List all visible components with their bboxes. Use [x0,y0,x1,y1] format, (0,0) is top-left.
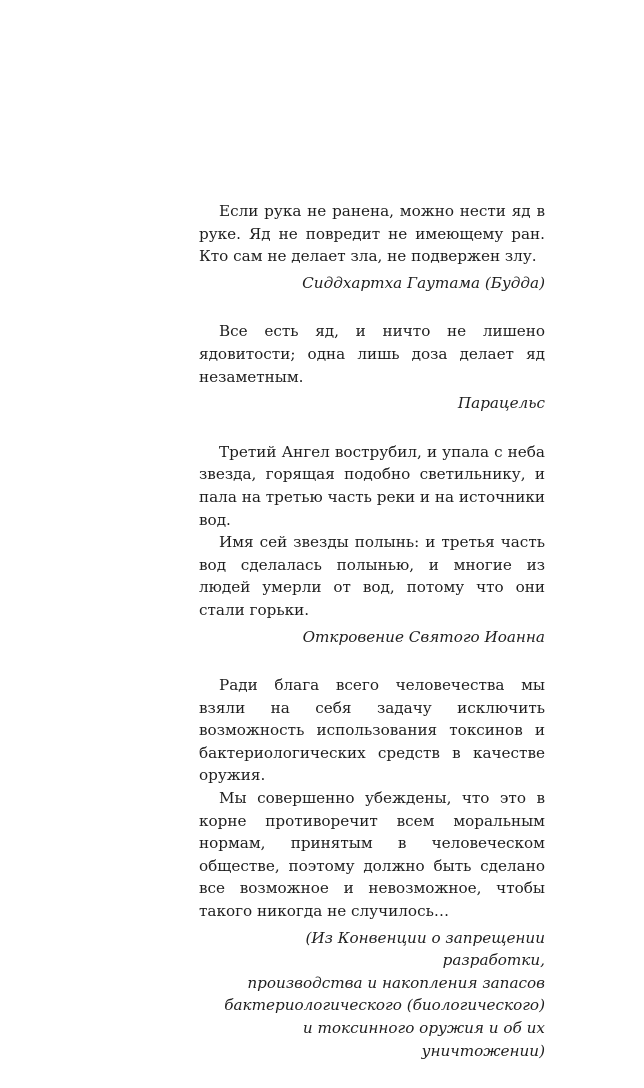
epigraph-attribution: Парацельс [457,394,545,413]
epigraph-revelation [199,441,545,648]
epigraph-text: Третий Ангел вострубил, и упала с неба звезда, горящая подобно светильнику, и пала на третью часть реки и на источники вод. [199,442,545,529]
epigraph-text: Если рука не ранена, можно нести яд в руке. Яд не повредит не имеющему ран. Кто сам не делает зла, не подвержен злу. [199,202,545,266]
attribution-line: (Из Конвенции о запрещении разработки, [305,928,545,970]
attribution-line: производства и накопления запасов [247,973,545,992]
epigraph-convention [199,674,545,1062]
epigraph-attribution: Откровение Святого Иоанна [302,627,545,646]
epigraph-text: Мы совершенно убеждены, что это в корне противоречит всем моральным нормам, принятым в человеческом обществе, поэтому должно быть сделано все возможное и невозможное, чтобы такого никогда не случилось… [199,789,545,921]
epigraph-attribution: Сиддхартха Гаутама (Будда) [302,273,545,292]
epigraph-text: Ради блага всего человечества мы взяли на себя задачу исключить возможность использования токсинов и бактериологических средств в качестве оружия. [199,676,545,785]
epigraph-attribution [199,927,545,1063]
epigraph-paracelsus [199,320,545,414]
epigraph-text: Имя сей звезды полынь: и третья часть вод сделалась полынью, и многие из людей умерли от вод, потому что они стали горьки. [199,533,545,619]
epigraph-text: Все есть яд, и ничто не лишено ядовитости; одна лишь доза делает яд незаметным. [199,322,545,386]
epigraph-column [199,200,545,1088]
epigraph-buddha [199,200,545,294]
attribution-line: и токсинного оружия и об их уничтожении) [302,1019,545,1060]
attribution-line: бактериологического (биологического) [224,996,545,1015]
